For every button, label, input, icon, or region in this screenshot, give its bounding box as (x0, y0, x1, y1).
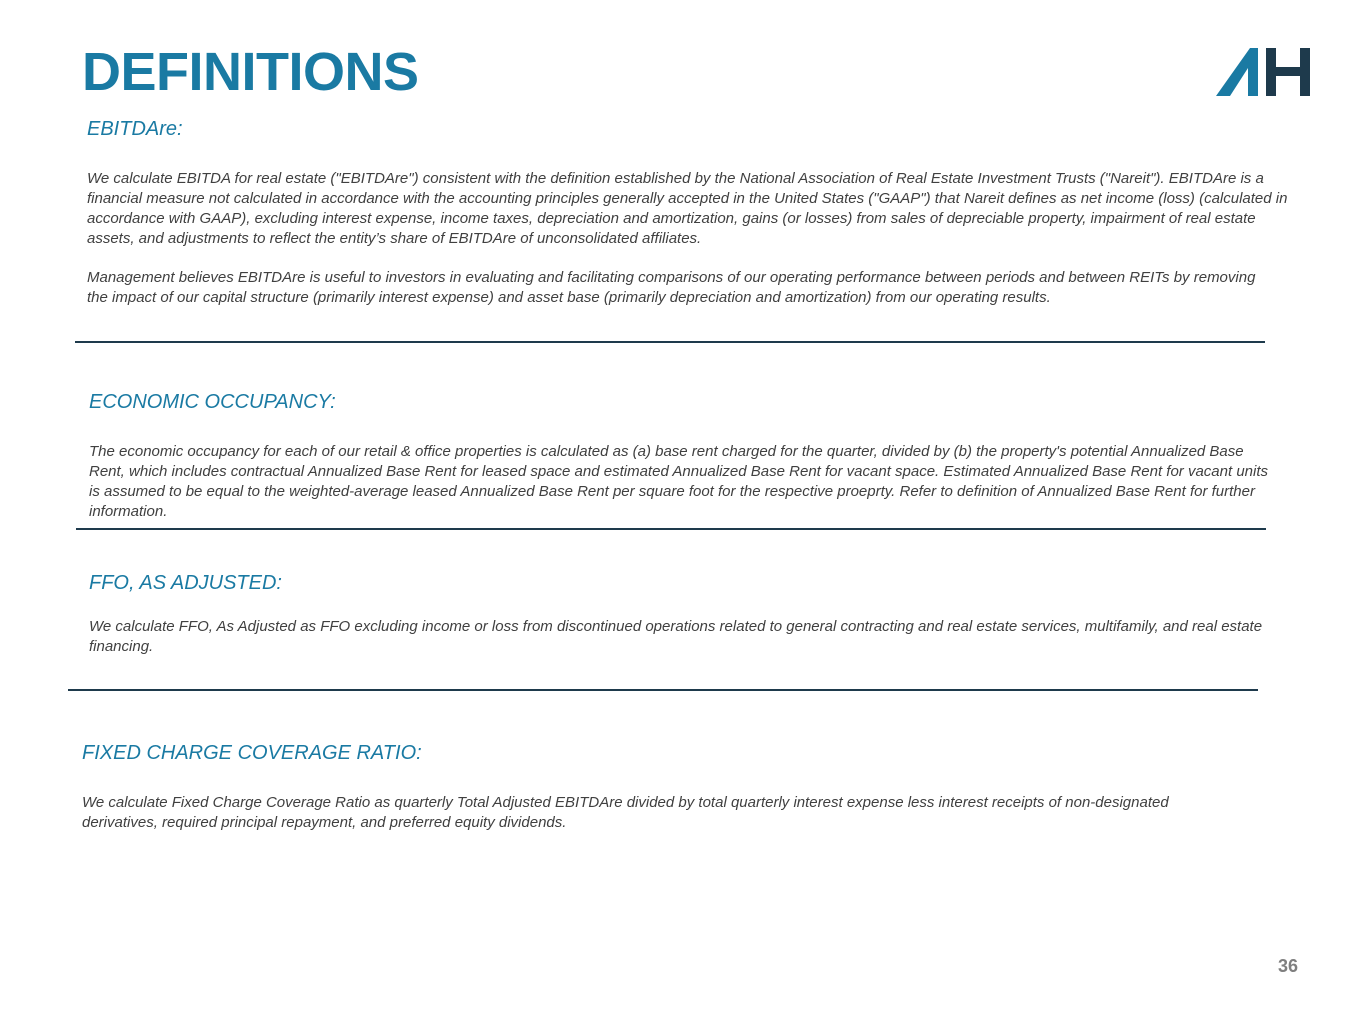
page-number: 36 (1277, 956, 1298, 976)
fixed-charge-coverage-ratio-paragraph: We calculate Fixed Charge Coverage Ratio as quarterly Total Adjusted EBITDAre divided by total quarterly interest expense less interest receipts of non-designated derivatives, required principal repayment, and preferred equity dividends. (82, 794, 1169, 831)
section-heading-ffo-as-adjusted: FFO, AS ADJUSTED: (89, 572, 282, 594)
section-divider (68, 689, 1258, 691)
company-logo (1216, 46, 1312, 98)
section-divider (76, 528, 1266, 530)
section-divider (75, 341, 1265, 343)
section-heading-fixed-charge-coverage-ratio: FIXED CHARGE COVERAGE RATIO: (82, 742, 422, 764)
ebitdare-definition-paragraph: We calculate EBITDA for real estate ("EBITDAre") consistent with the definition established by the National Association of Real Estate Investment Trusts ("Nareit"). EBITDAre is a financial measure not calculated in accordance with the accounting principles generally accepted in the United States ("GAAP") that Nareit defines as net income (loss) (calculated in accordance with GAAP), excluding interest expense, income taxes, depreciation and amortization, gains (or losses) from sales of depreciable property, impairment of real estate assets, and adjustments to reflect the entity’s share of EBITDAre of unconsolidated affiliates. (87, 170, 1288, 247)
economic-occupancy-paragraph: The economic occupancy for each of our retail & office properties is calculated as (a) base rent charged for the quarter, divided by (b) the property's potential Annualized Base Rent, which includes contractual Annualized Base Rent for leased space and estimated Annualized Base Rent for vacant space. Estimated Annualized Base Rent for vacant units is assumed to be equal to the weighted-average leased Annualized Base Rent per square foot for the respective proeprty. Refer to definition of Annualized Base Rent for further information. (89, 443, 1269, 520)
section-heading-economic-occupancy: ECONOMIC OCCUPANCY: (89, 391, 336, 413)
ebitdare-usefulness-paragraph: Management believes EBITDAre is useful to investors in evaluating and facilitating comparisons of our operating performance between periods and between REITs by removing the impact of our capital structure (primarily interest expense) and asset base (primarily depreciation and amortization) from our operating results. (87, 269, 1256, 306)
section-heading-ebitdare: EBITDAre: (87, 118, 183, 140)
page-title: DEFINITIONS (82, 42, 419, 102)
ffo-as-adjusted-paragraph: We calculate FFO, As Adjusted as FFO excluding income or loss from discontinued operations related to general contracting and real estate services, multifamily, and real estate financing. (89, 618, 1263, 655)
